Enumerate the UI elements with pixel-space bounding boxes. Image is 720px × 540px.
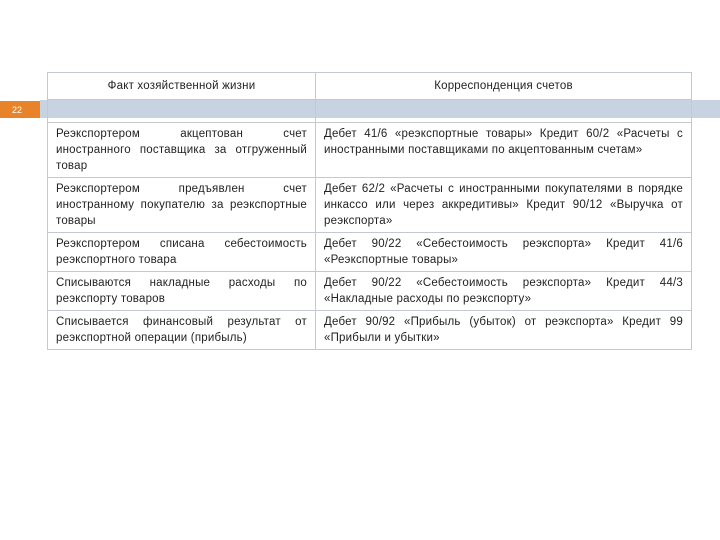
entry-cell: Дебет 41/6 «реэкспортные товары» Кредит 60/2 «Расчеты с иностранными поставщиками по акцептованным счетам» xyxy=(316,123,692,178)
header-entry: Корреспонденция счетов xyxy=(316,73,692,100)
table-row xyxy=(48,272,692,311)
fact-cell: Списывается финансовый результат от реэкспортной операции (прибыль) xyxy=(48,311,316,350)
fact-cell: Реэкспортером списана себестоимость реэкспортного товара xyxy=(48,233,316,272)
fact-cell: Реэкспортером акцептован счет иностранного поставщика за отгруженный товар xyxy=(48,123,316,178)
entry-cell: Дебет 90/92 «Прибыль (убыток) от реэкспорта» Кредит 99 «Прибыли и убытки» xyxy=(316,311,692,350)
table-row xyxy=(48,233,692,272)
fact-cell: Реэкспортером предъявлен счет иностранному покупателю за реэкспортные товары xyxy=(48,178,316,233)
accounting-table xyxy=(47,72,692,350)
header-fact: Факт хозяйственной жизни xyxy=(48,73,316,100)
slide-number: 22 xyxy=(0,101,40,118)
entry-cell: Дебет 62/2 «Расчеты с иностранными покупателями в порядке инкассо или через аккредитивы» Кредит 90/12 «Выручка от реэкспорта» xyxy=(316,178,692,233)
band-spacer xyxy=(48,100,692,123)
table-header-row xyxy=(48,73,692,100)
table-row xyxy=(48,178,692,233)
table-row xyxy=(48,123,692,178)
table-row xyxy=(48,311,692,350)
fact-cell: Списываются накладные расходы по реэкспорту товаров xyxy=(48,272,316,311)
entry-cell: Дебет 90/22 «Себестоимость реэкспорта» Кредит 44/3 «Накладные расходы по реэкспорту» xyxy=(316,272,692,311)
entry-cell: Дебет 90/22 «Себестоимость реэкспорта» Кредит 41/6 «Реэкспортные товары» xyxy=(316,233,692,272)
